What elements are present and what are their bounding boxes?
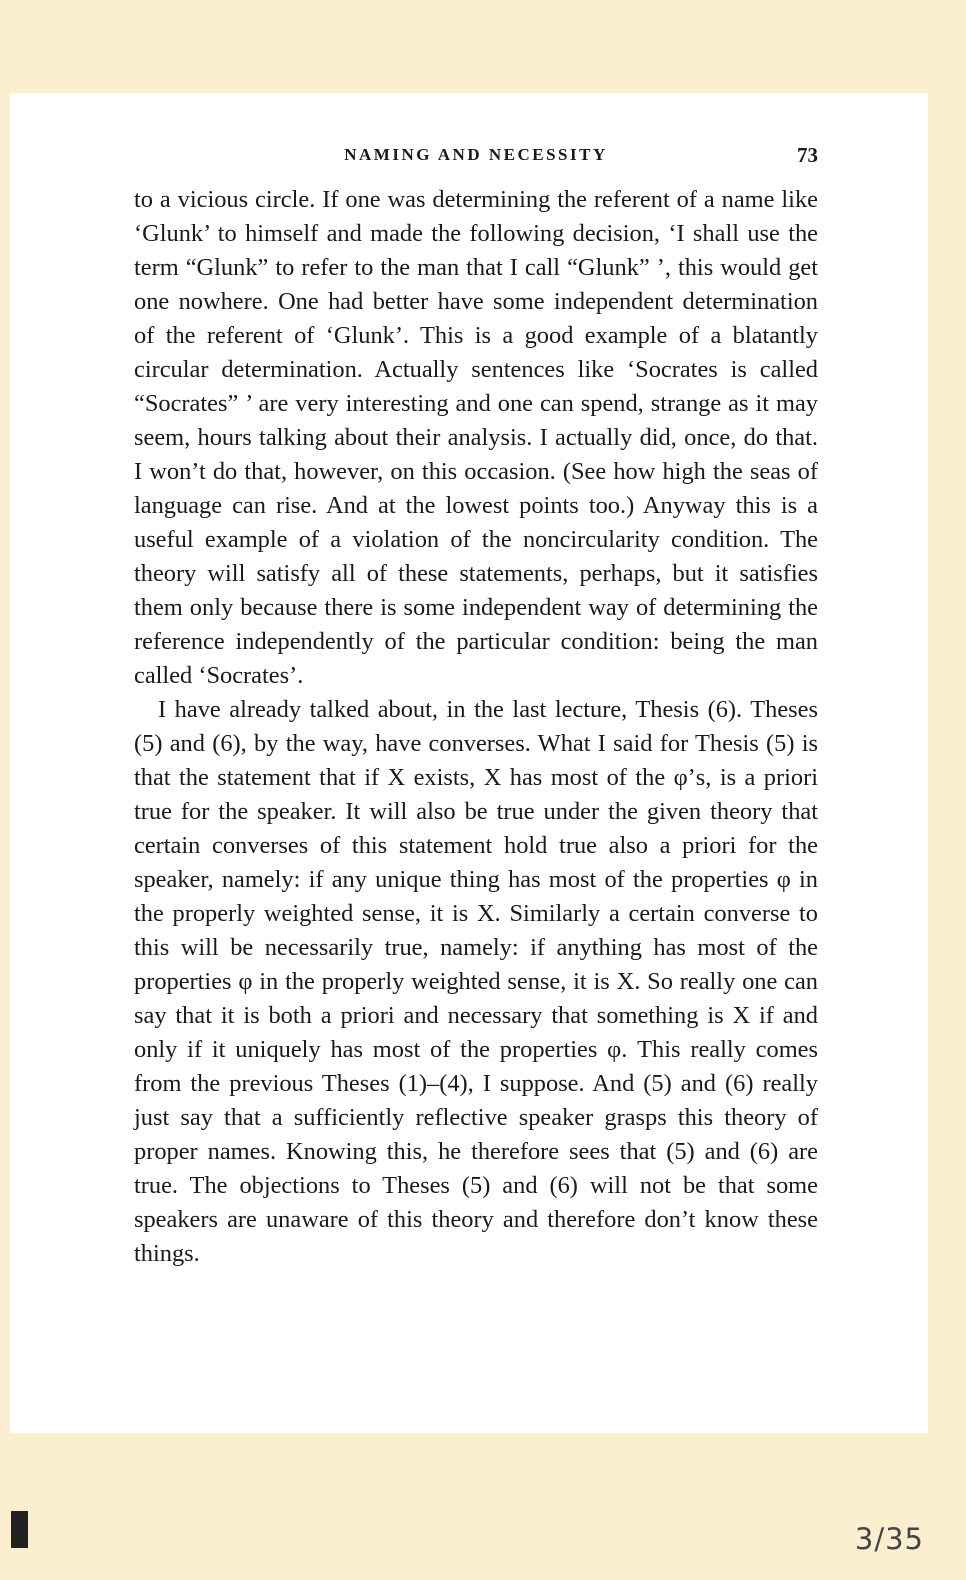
paragraph: to a vicious circle. If one was determining the referent of a name like ‘Glunk’ to himself and made the following decision, ‘I shall use the term “Glunk” to refer to the man that I call “Glunk” ’, this would get one nowhere. One had better have some independent determination of the referent of ‘Glunk’. This is a good example of a blatantly circular determination. Actually sentences like ‘Socrates is called “Socrates” ’ are very interesting and one can spend, strange as it may seem, hours talking about their analysis. I actually did, once, do that. I won’t do that, however, on this occasion. (See how high the seas of language can rise. And at the lowest points too.) Anyway this is a useful example of a violation of the noncircularity condition. The theory will satisfy all of these statements, perhaps, but it satisfies them only because there is some independent way of determining the reference independently of the particular condition: being the man called ‘Socrates’. [134, 186, 818, 689]
book-page [10, 93, 928, 1433]
page-header [134, 141, 818, 171]
reading-progress-marker[interactable] [11, 1511, 28, 1548]
body-text [134, 183, 818, 1271]
running-head: NAMING AND NECESSITY [344, 145, 608, 164]
page-number: 73 [797, 143, 818, 167]
paragraph: I have already talked about, in the last lecture, Thesis (6). Theses (5) and (6), by the way, have converses. What I said for Thesis (5) is that the statement that if X exists, X has most of the φ’s, is a priori true for the speaker. It will also be true under the given theory that certain converses of this statement hold true also a priori for the speaker, namely: if any unique thing has most of the properties φ in the properly weighted sense, it is X. Similarly a certain converse to this will be necessarily true, namely: if anything has most of the properties φ in the properly weighted sense, it is X. So really one can say that it is both a priori and necessary that something is X if and only if it uniquely has most of the properties φ. This really comes from the previous Theses (1)–(4), I suppose. And (5) and (6) really just say that a sufficiently reflective speaker grasps this theory of proper names. Knowing this, he therefore sees that (5) and (6) are true. The objections to Theses (5) and (6) will not be that some speakers are unaware of this theory and therefore don’t know these things. [134, 696, 818, 1267]
page-counter: 3/35 [854, 1522, 924, 1556]
